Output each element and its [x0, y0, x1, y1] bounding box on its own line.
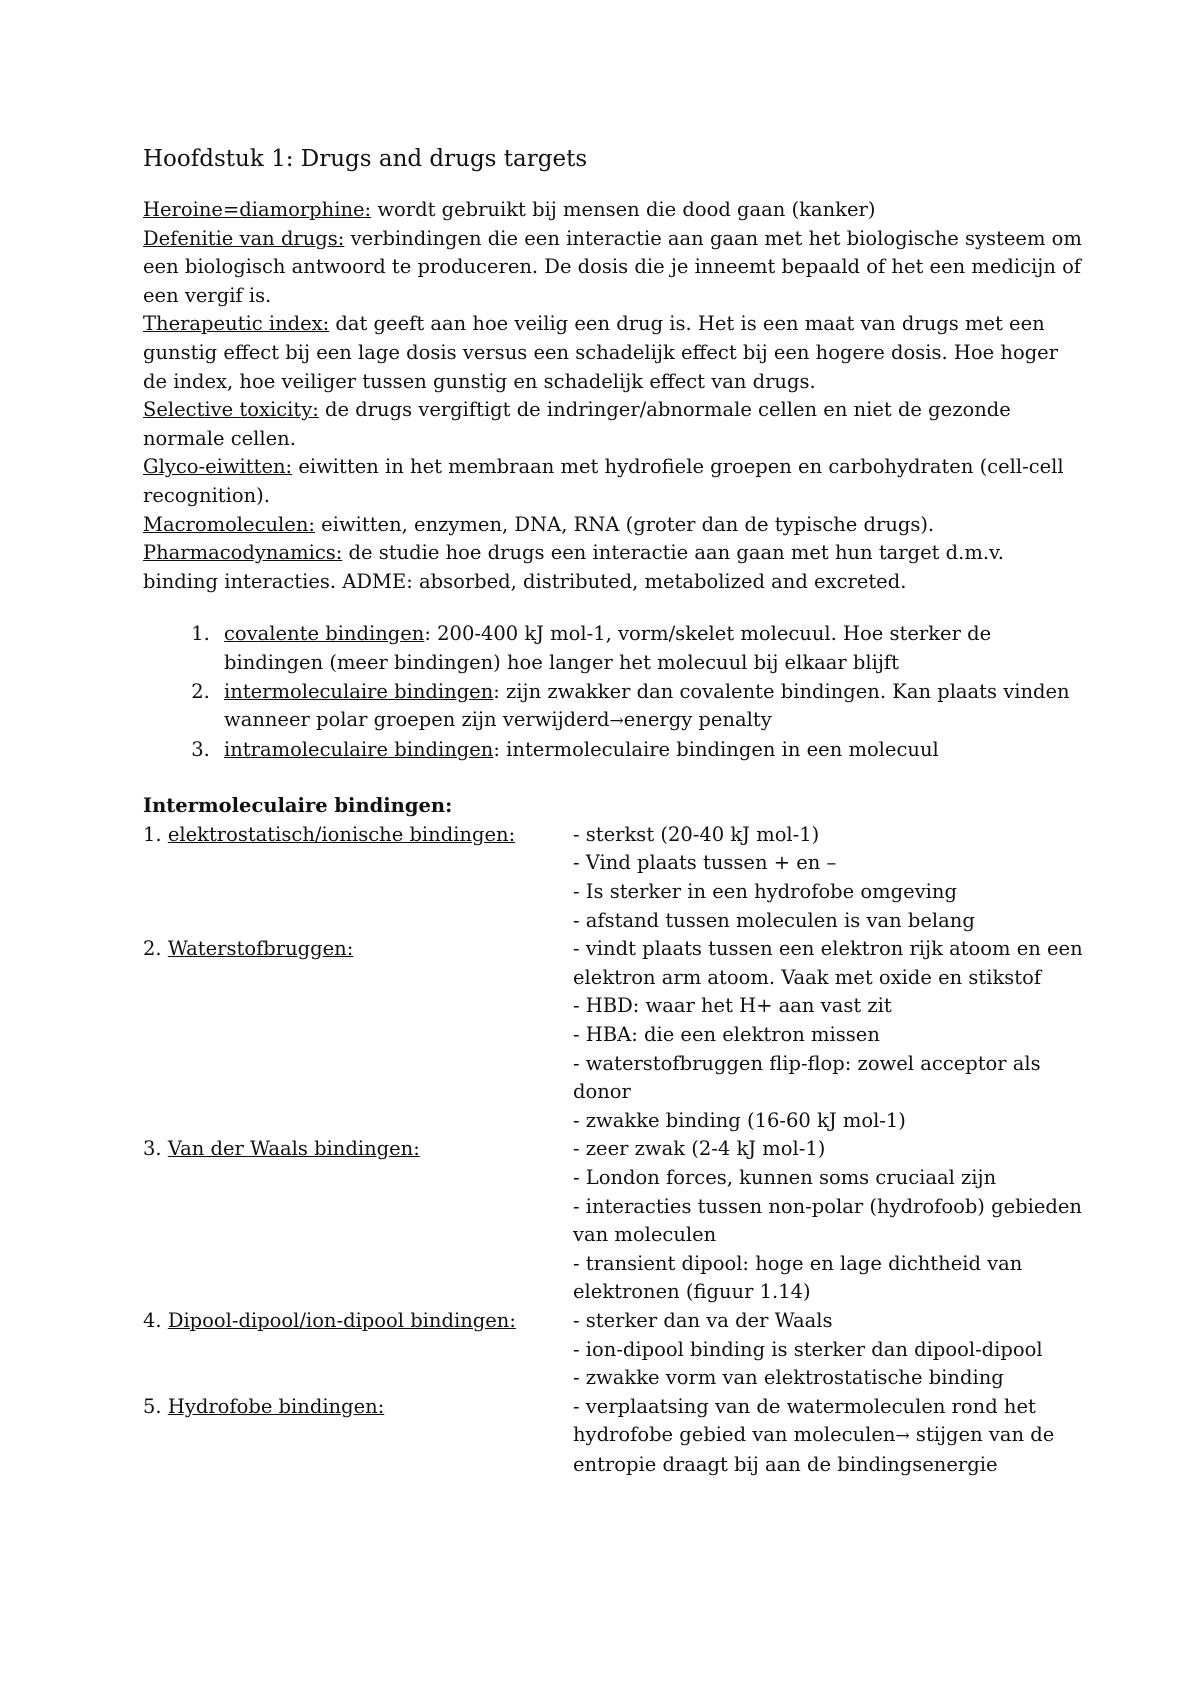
bond-text: : 200-400 kJ mol-1, vorm/skelet molecuul. Hoe sterker de bindingen (meer bindingen) hoe langer het molecuul bij elkaar blijft [224, 622, 992, 674]
detail-line: - Vind plaats tussen + en – [573, 851, 837, 875]
binding-number: 5. [143, 1394, 168, 1418]
definition-text: dat geeft aan hoe veilig een drug is. Het is een maat van drugs met een gunstig effect bij een lage dosis versus een schadelijk effect bij een hogere dosis. Hoe hoger de index, hoe veiliger tussen gunstig en schadelijk effect van drugs. [143, 312, 1059, 393]
binding-row [143, 1393, 1083, 1480]
detail-line [573, 1393, 1083, 1480]
detail-line: - vindt plaats tussen een elektron rijk atoom en een elektron arm atoom. Vaak met oxide en stikstof [573, 937, 1083, 989]
binding-label [143, 1135, 573, 1307]
detail-line: - ion-dipool binding is sterker dan dipool-dipool [573, 1337, 1043, 1361]
binding-name: Van der Waals bindingen: [167, 1137, 420, 1161]
binding-number: 2. [143, 937, 168, 961]
binding-name: elektrostatisch/ionische bindingen: [167, 822, 516, 846]
definition-therapeutic-index [143, 310, 1083, 396]
detail-line: - afstand tussen moleculen is van belang [573, 908, 975, 932]
definition-text: eiwitten in het membraan met hydrofiele groepen en carbohydraten (cell-cell recognition). [143, 455, 1064, 507]
binding-details [573, 1135, 1083, 1307]
binding-name: Dipool-dipool/ion-dipool bindingen: [167, 1308, 516, 1332]
binding-label [143, 1307, 573, 1393]
definition-text: verbindingen die een interactie aan gaan met het biologische systeem om een biologisch antwoord te produceren. De dosis die je inneemt bepaald of het een medicijn of een vergif is. [143, 226, 1082, 307]
definition-term: Selective toxicity: [143, 398, 319, 422]
definition-macromoleculen [143, 511, 1083, 540]
binding-row [143, 821, 1083, 935]
definition-term: Therapeutic index: [143, 312, 330, 336]
detail-line: - sterker dan va der Waals [573, 1308, 833, 1332]
section-title: Intermoleculaire bindingen: [143, 794, 453, 818]
binding-details [573, 821, 1083, 935]
detail-line: - HBD: waar het H+ aan vast zit [573, 994, 892, 1018]
definition-term: Defenitie van drugs: [143, 226, 345, 250]
detail-line: - waterstofbruggen flip-flop: zowel acceptor als donor [573, 1051, 1041, 1104]
definition-term: Glyco-eiwitten: [143, 455, 293, 479]
definition-term: Pharmacodynamics: [143, 541, 343, 565]
definition-text: wordt gebruikt bij mensen die dood gaan (kanker) [371, 198, 876, 221]
list-item [216, 678, 1083, 736]
bond-text: : zijn zwakker dan covalente bindingen. Kan plaats vinden wanneer polar groepen zijn verwijderd [224, 679, 1070, 732]
definition-glyco-eiwitten [143, 453, 1083, 510]
binding-name: Waterstofbruggen: [167, 937, 354, 961]
detail-line: - zeer zwak (2-4 kJ mol-1) [573, 1137, 826, 1161]
detail-line: - Is sterker in een hydrofobe omgeving [573, 880, 957, 904]
bond-types-list [143, 620, 1083, 764]
arrow-right-icon: → [609, 711, 624, 732]
binding-number: 4. [143, 1308, 168, 1332]
detail-line: - HBA: die een elektron missen [573, 1023, 880, 1047]
arrow-right-icon: → [895, 1426, 910, 1447]
list-item [216, 620, 1083, 677]
detail-line: - zwakke vorm van elektrostatische binding [573, 1366, 1004, 1390]
definition-text: de studie hoe drugs een interactie aan gaan met hun target d.m.v. binding interacties. ADME: absorbed, distributed, metabolized and excreted. [143, 541, 1004, 593]
detail-line: - sterkst (20-40 kJ mol-1) [573, 822, 820, 846]
definition-heroine [143, 196, 1083, 225]
binding-number: 1. [143, 822, 168, 846]
definition-drugs [143, 225, 1083, 311]
binding-details [573, 1307, 1083, 1393]
binding-number: 3. [143, 1137, 168, 1161]
bond-term: intermoleculaire bindingen [224, 679, 494, 703]
bond-text-after: energy penalty [623, 708, 772, 732]
detail-line: - interacties tussen non-polar (hydrofoob) gebieden van moleculen [573, 1194, 1082, 1247]
bond-term: covalente bindingen [224, 622, 425, 646]
binding-row [143, 1135, 1083, 1307]
page-title: Hoofdstuk 1: Drugs and drugs targets [143, 146, 588, 172]
binding-row [143, 1307, 1083, 1393]
binding-label [143, 1393, 573, 1480]
detail-text: - verplaatsing van de watermoleculen rond het hydrofobe gebied van moleculen [573, 1394, 1036, 1447]
detail-line: - London forces, kunnen soms cruciaal zijn [573, 1166, 997, 1189]
definition-term: Heroine=diamorphine: [143, 198, 372, 221]
definition-term: Macromoleculen: [143, 512, 315, 536]
binding-details [573, 935, 1083, 1135]
definition-text: de drugs vergiftigt de indringer/abnormale cellen en niet de gezonde normale cellen. [143, 398, 1011, 450]
definition-pharmacodynamics [143, 539, 1083, 596]
definition-selective-toxicity [143, 396, 1083, 453]
bond-text: : intermoleculaire bindingen in een molecuul [493, 737, 939, 761]
binding-label [143, 935, 573, 1135]
binding-row [143, 935, 1083, 1135]
list-item [216, 736, 1083, 765]
binding-label [143, 821, 573, 935]
document-content [143, 142, 1083, 1480]
detail-line: - transient dipool: hoge en lage dichtheid van elektronen (figuur 1.14) [573, 1251, 1023, 1304]
binding-details [573, 1393, 1083, 1480]
detail-line: - zwakke binding (16-60 kJ mol-1) [573, 1108, 906, 1132]
bond-term: intramoleculaire bindingen [224, 737, 494, 761]
definition-text: eiwitten, enzymen, DNA, RNA (groter dan de typische drugs). [314, 512, 935, 536]
detail-text: stijgen van de entropie draagt bij aan de bindingsenergie [573, 1423, 1055, 1476]
binding-name: Hydrofobe bindingen: [167, 1394, 385, 1418]
